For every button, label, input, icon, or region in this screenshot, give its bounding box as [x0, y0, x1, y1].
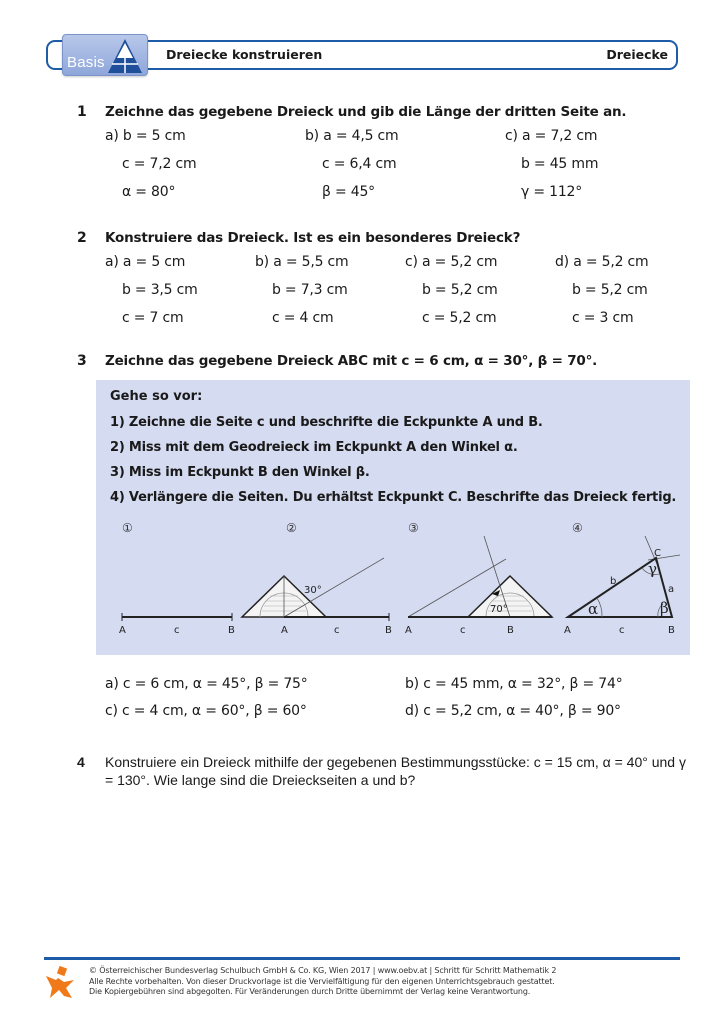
task-3-title: Zeichne das gegebene Dreieck ABC mit c = 6 cm, α = 30°, β = 70°. — [105, 353, 598, 369]
task-2-title: Konstruiere das Dreieck. Ist es ein besonderes Dreieck? — [105, 230, 521, 246]
task-4-number: 4 — [77, 754, 85, 770]
svg-text:γ: γ — [648, 560, 657, 578]
svg-text:b: b — [610, 576, 617, 587]
svg-text:A: A — [119, 625, 126, 636]
task-1-title: Zeichne das gegebene Dreieck und gib die Länge der dritten Seite an. — [105, 104, 627, 120]
item-line: b = 7,3 cm — [272, 282, 348, 298]
figure-step-2 — [234, 516, 404, 646]
copyright-text — [89, 966, 556, 998]
item-line: c = 3 cm — [572, 310, 634, 326]
basis-badge — [62, 34, 148, 76]
item-line: b = 45 mm — [521, 156, 599, 172]
svg-text:④: ④ — [572, 521, 583, 535]
svg-text:A: A — [564, 625, 571, 636]
svg-text:B: B — [385, 625, 392, 636]
item-line: a = 5,2 cm — [422, 254, 498, 270]
item-line: c = 7 cm — [122, 310, 184, 326]
item-line: c = 7,2 cm — [122, 156, 197, 172]
svg-text:c: c — [619, 625, 625, 636]
item-label: c) — [405, 254, 418, 270]
instruction-step-2: 2) Miss mit dem Geodreieck im Eckpunkt A den Winkel α. — [110, 440, 518, 455]
item-line: c = 6,4 cm — [322, 156, 397, 172]
svg-text:70°: 70° — [490, 604, 508, 615]
svg-text:B: B — [507, 625, 514, 636]
instruction-step-3: 3) Miss im Eckpunkt B den Winkel β. — [110, 465, 370, 480]
svg-text:β: β — [660, 599, 669, 617]
svg-text:c: c — [460, 625, 466, 636]
item-line: b = 5,2 cm — [572, 282, 648, 298]
item-line: β = 45° — [322, 184, 375, 200]
item-label: a) — [105, 254, 119, 270]
svg-text:α: α — [588, 600, 599, 618]
item-label: d) — [555, 254, 569, 270]
item-line: b = 3,5 cm — [122, 282, 198, 298]
item-label: c) — [505, 128, 518, 144]
footer-divider — [44, 957, 680, 960]
item-line: a = 5,2 cm — [573, 254, 649, 270]
item-line: b = 5,2 cm — [422, 282, 498, 298]
page-title: Dreiecke konstruieren — [166, 47, 323, 62]
item-line: α = 80° — [122, 184, 176, 200]
svg-text:②: ② — [286, 521, 297, 535]
svg-text:A: A — [281, 625, 288, 636]
instruction-step-4: 4) Verlängere die Seiten. Du erhältst Eckpunkt C. Beschrifte das Dreieck fertig. — [110, 490, 677, 505]
svg-text:B: B — [668, 625, 675, 636]
item-line: a = 5,5 cm — [273, 254, 349, 270]
item-line: b = 5 cm — [122, 128, 186, 144]
instruction-heading: Gehe so vor: — [110, 389, 203, 404]
figure-step-3 — [400, 516, 560, 646]
pyramid-icon — [107, 38, 143, 74]
item-line: a = 4,5 cm — [323, 128, 399, 144]
basis-label: Basis — [67, 54, 105, 71]
svg-text:c: c — [334, 625, 340, 636]
item-label: b) — [255, 254, 269, 270]
publisher-logo-icon — [44, 966, 76, 1000]
item-label: b) — [305, 128, 319, 144]
task-3-exercise-d: d) c = 5,2 cm, α = 40°, β = 90° — [405, 703, 621, 719]
task-3-exercise-a: a) c = 6 cm, α = 45°, β = 75° — [105, 676, 308, 692]
task-3-exercise-c: c) c = 4 cm, α = 60°, β = 60° — [105, 703, 307, 719]
item-line: γ = 112° — [521, 184, 583, 200]
topic-label: Dreiecke — [606, 47, 668, 62]
item-line: c = 4 cm — [272, 310, 334, 326]
svg-text:c: c — [174, 625, 180, 636]
figure-marker: ① — [122, 521, 133, 535]
item-line: a = 5 cm — [122, 254, 186, 270]
task-1-number: 1 — [77, 104, 87, 120]
figure-step-4 — [560, 516, 690, 646]
figure-step-1 — [110, 516, 240, 646]
instruction-box — [96, 380, 690, 655]
item-line: a = 7,2 cm — [522, 128, 598, 144]
task-3-number: 3 — [77, 353, 87, 369]
footer-line: Alle Rechte vorbehalten. Von dieser Druckvorlage ist die Vervielfältigung für den eigenen Unterrichtsgebrauch gestattet. — [89, 976, 555, 986]
svg-text:a: a — [668, 584, 675, 595]
task-4-text: Konstruiere ein Dreieck mithilfe der gegebenen Bestimmungsstücke: c = 15 cm, α = 40° und γ = 130°. Wie lange sind die Dreieckseiten a und b? — [105, 754, 686, 788]
svg-text:30°: 30° — [304, 585, 322, 596]
footer-line: Die Kopiergebühren sind abgegolten. Für Veränderungen durch Dritte übernimmt der Verlag keine Verantwortung. — [89, 987, 531, 996]
svg-text:C: C — [654, 548, 661, 559]
item-line: c = 5,2 cm — [422, 310, 497, 326]
instruction-step-1: 1) Zeichne die Seite c und beschrifte die Eckpunkte A und B. — [110, 415, 543, 430]
task-3-exercise-b: b) c = 45 mm, α = 32°, β = 74° — [405, 676, 623, 692]
svg-text:A: A — [405, 625, 412, 636]
item-label: a) — [105, 128, 119, 144]
svg-text:B: B — [228, 625, 235, 636]
footer-line: © Österreichischer Bundesverlag Schulbuch GmbH & Co. KG, Wien 2017 | www.oebv.at | Schritt für Schritt Mathematik 2 — [89, 966, 557, 975]
task-2-number: 2 — [77, 230, 87, 246]
svg-text:③: ③ — [408, 521, 419, 535]
